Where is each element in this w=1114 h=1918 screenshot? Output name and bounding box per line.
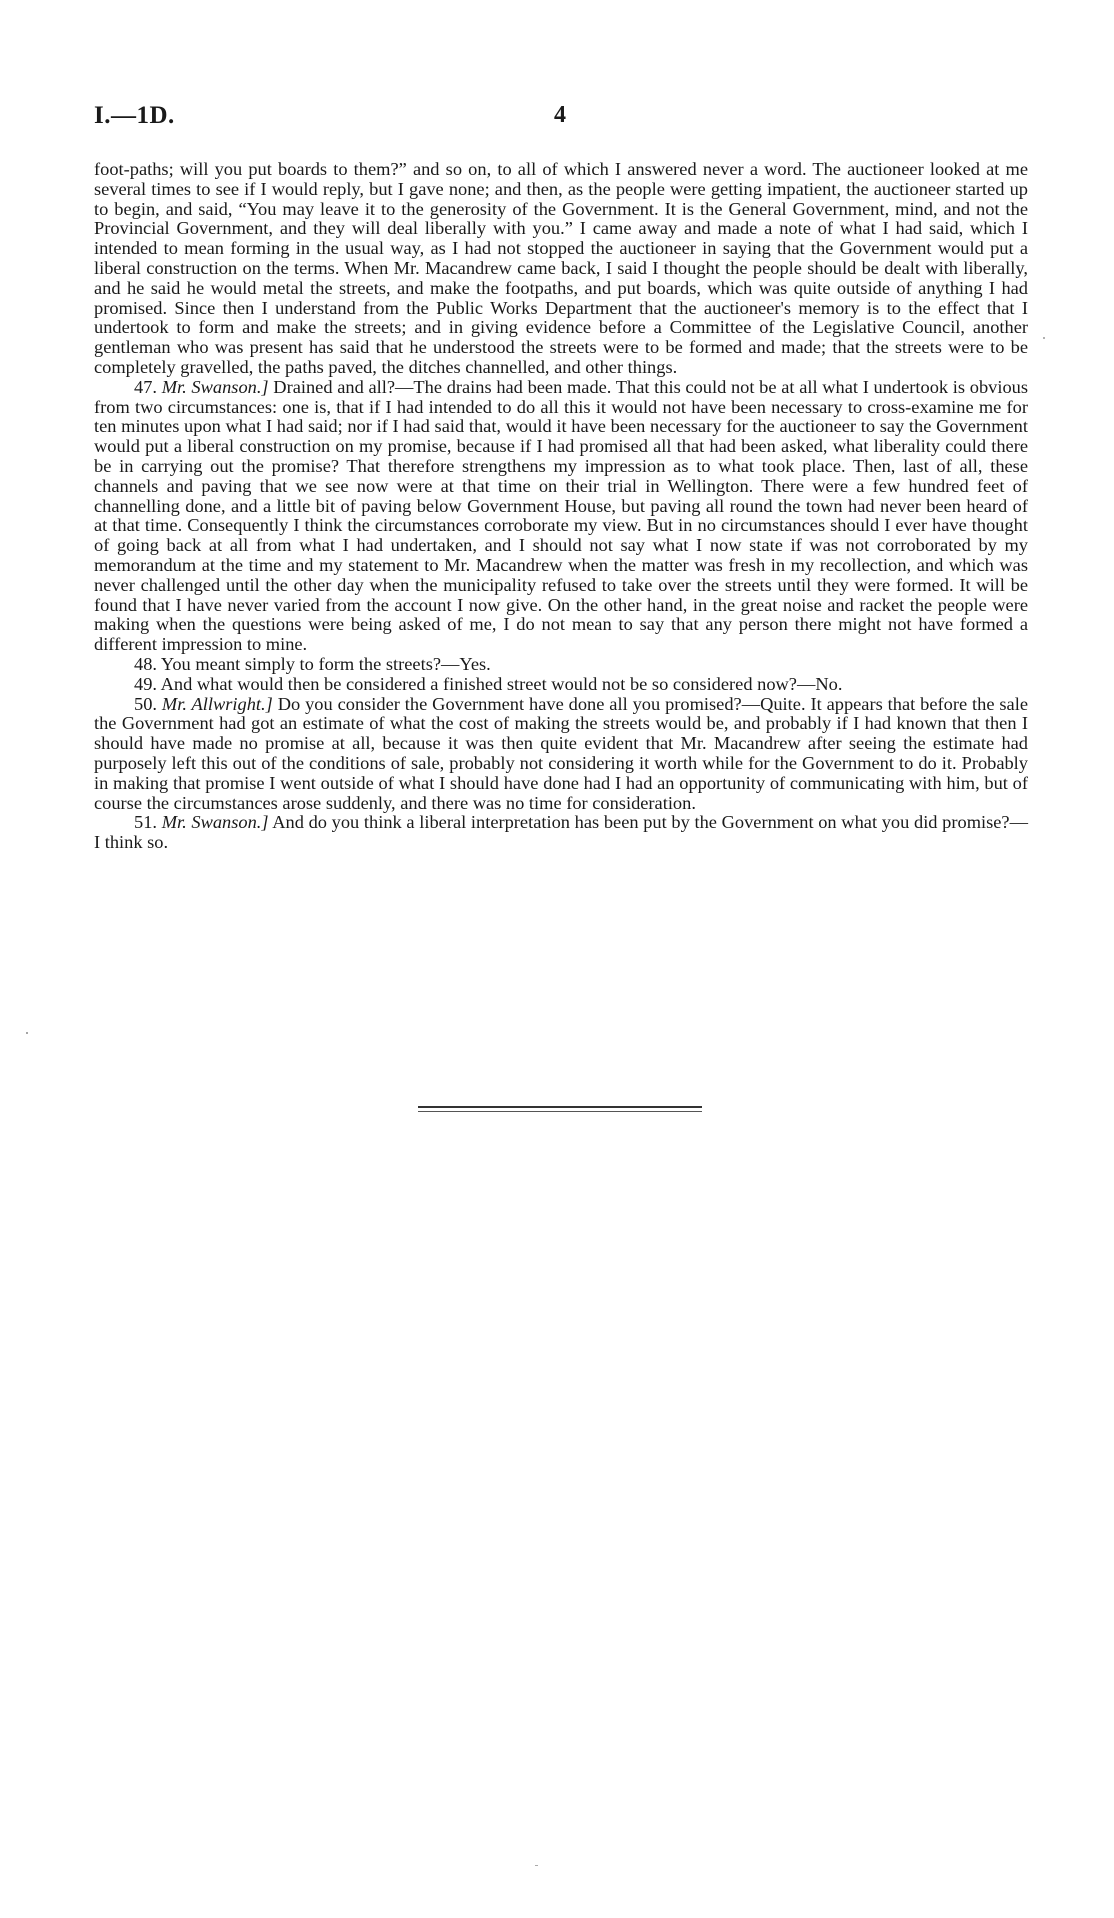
rule-thin-line [418,1111,702,1112]
question-number: 48. [134,653,157,674]
paragraph-continuation [94,160,1028,378]
paragraph-text: foot-paths; will you put boards to them?” and so on, to all of which I answered never a word. The auctioneer looked at me several times to see if I would reply, but I gave none; and then, as the people were getting impatient, the auctioneer started up to begin, and said, “You may leave it to the generosity of the Government. It is the General Government, mind, and not the Provincial Government, and they will deal liberally with you.” I came away and made a note of what I had said, which I intended to mean forming in the usual way, as I had not stopped the auctioneer in saying that the Government would put a liberal construction on the terms. When Mr. Macandrew came back, I said I thought the people should be dealt with liberally, and he said he would metal the streets, and make the footpaths, and put boards, which was quite outside of anything I had promised. Since then I understand from the Public Works Department that the auctioneer's memory is to the effect that I undertook to form and make the streets; and in giving evidence before a Committee of the Legislative Council, another gentleman who was present has said that he understood the streets were to be formed and made; that the streets were to be completely gravelled, the paths paved, the ditches channelled, and other things. [94,159,1028,377]
paragraph-51 [94,813,1028,853]
paragraph-text: You meant simply to form the streets?—Yes. [160,653,491,674]
question-number: 50. [134,693,157,714]
section-end-rule [418,1106,702,1112]
paragraph-text: And do you think a liberal interpretation has been put by the Government on what you did promise?—I think so. [94,812,1028,853]
speaker-name: Mr. Allwright.] [161,693,273,714]
paragraph-text: And what would then be considered a finished street would not be so considered now?—No. [160,673,843,694]
body-text [94,160,1028,853]
paragraph-text: Do you consider the Government have done all you promised?—Quite. It appears that before the sale the Government had got an estimate of what the cost of making the streets would be, and probably if I had known that then I should have made no promise at all, because it was then quite evident that Mr. Macandrew after seeing the estimate had purposely left this out of the conditions of sale, probably not considering it worth while for the Government to do it. Probably in making that promise I went outside of what I should have done had I had an opportunity of communicating with him, but of course the circumstances arose suddenly, and there was no time for consideration. [94,693,1028,813]
speaker-name: Mr. Swanson.] [161,812,269,833]
paragraph-47 [94,378,1028,655]
document-reference: I.—1D. [94,102,175,129]
margin-speck [26,1032,28,1034]
question-number: 47. [134,376,157,397]
page-speck [535,1865,538,1866]
paragraph-48 [94,655,1028,675]
speaker-name: Mr. Swanson.] [161,376,269,397]
page-number: 4 [554,102,566,128]
margin-speck [1043,337,1045,339]
paragraph-49 [94,675,1028,695]
question-number: 49. [134,673,157,694]
paragraph-text: Drained and all?—The drains had been made. That this could not be at all what I undertook is obvious from two circumstances: one is, that if I had intended to do all this it would not have been necessary to cross-examine me for ten minutes upon what I had said; nor if I had said that, would it have been necessary for the auctioneer to say the Government would put a liberal construction on my promise, because if I had promised all that had been asked, what liberality could there be in carrying out the promise? That therefore strengthens my impression as to what took place. Then, last of all, these channels and paving that we see now were at that time on their trial in Wellington. There were a few hundred feet of channelling done, and a little bit of paving below Government House, but paving all round the town had never been heard of at that time. Consequently I think the circumstances corroborate my view. But in no circumstances should I ever have thought of going back at all from what I had undertaken, and I should not say what I now state if was not corroborated by my memorandum at the time and my statement to Mr. Macandrew when the matter was fresh in my recollection, and which was never challenged until the other day when the municipality refused to take over the streets until they were formed. It will be found that I have never varied from the account I now give. On the other hand, in the great noise and racket the people were making when the questions were being asked of me, I do not mean to say that any person there might not have formed a different impression to mine. [94,376,1028,655]
question-number: 51. [134,812,157,833]
paragraph-50 [94,695,1028,814]
